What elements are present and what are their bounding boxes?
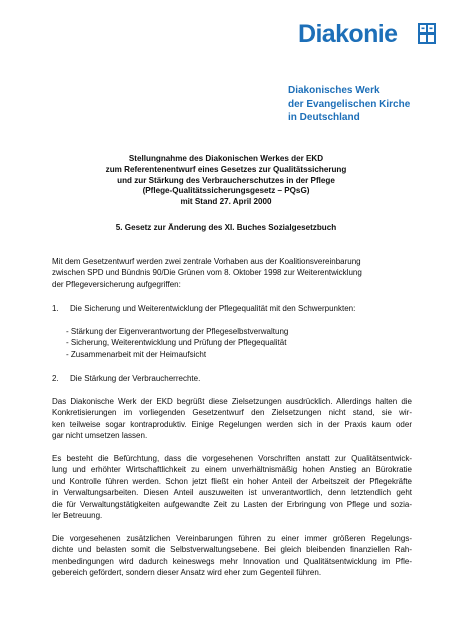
paragraph-line: Konkretisierungen im vorliegenden Gesetzentwurf den Zielsetzungen nicht stand, sie wir-: [52, 408, 412, 418]
paragraph-line: menbedingungen wird dadurch keineswegs mehr Innovation und Qualitätsentwicklung im Pfle-: [52, 556, 412, 566]
logo-wordmark: Diakonie: [298, 20, 398, 48]
paragraph-line: ken teilweise sogar kontraproduktiv. Einige Regelungen werden sich in der Praxis kaum oder: [52, 419, 412, 429]
paragraph-line: Es besteht die Befürchtung, dass die vorgesehenen Vorschriften anstatt zur Qualitätsentwick-: [52, 454, 412, 463]
list-item: [52, 373, 200, 384]
paragraph: [52, 453, 412, 521]
title-line: mit Stand 27. April 2000: [180, 197, 272, 207]
paragraph-line: der Pflegeversicherung aufgegriffen:: [52, 279, 181, 289]
list-number: 1.: [52, 304, 59, 313]
diakonie-logo: [298, 21, 397, 47]
title-line: und zur Stärkung des Verbraucherschutzes in der Pflege: [117, 175, 335, 185]
paragraph-line: die für Verwaltungstätigkeiten aufgewandte Zeit zu Lasten der Erbringung von Pflege und sozia-: [52, 499, 412, 509]
document-subtitle: 5. Gesetz zur Änderung des XI. Buches Sozialgesetzbuch: [115, 223, 337, 232]
bullet-item: - Sicherung, Weiterentwicklung und Prüfung der Pflegequalität: [66, 338, 287, 348]
paragraph-line: zwischen SPD und Bündnis 90/Die Grünen vom 8. Oktober 1998 zur Weiterentwicklung: [52, 268, 362, 278]
paragraph-line: Die vorgesehenen zusätzlichen Vereinbarungen führen zu einer immer größeren Regelungs-: [52, 534, 412, 543]
paragraph-line: in Verwaltungsarbeiten. Diesen Anteil auszuweiten ist unverantwortlich, denn letztendlich geht: [52, 488, 412, 498]
paragraph-line: dichte und belasten somit die Selbstverwaltungsebene. Bei gleich bleibenden finanziellen Rah-: [52, 545, 412, 555]
bullet-item: - Zusammenarbeit mit der Heimaufsicht: [66, 349, 207, 359]
paragraph-line: gebereich gefördert, sondern dieser Ansatz wird eher zum Gegenteil führen.: [52, 568, 322, 578]
title-line: Stellungnahme des Diakonischen Werkes der EKD: [128, 154, 324, 163]
paragraph-line: und Kontrolle führen werden. Schon jetzt fließt ein hoher Anteil der Arbeitszeit der Pflegekräfte: [52, 476, 412, 486]
bullet-item: - Stärkung der Eigenverantwortung der Pflegeselbstverwaltung: [66, 327, 289, 336]
intro-paragraph: [52, 256, 412, 290]
title-line: (Pflege-Qualitätssicherungsgesetz – PQsG): [142, 186, 310, 196]
title-line: zum Referentenentwurf eines Gesetzes zur Qualitätssicherung: [105, 164, 347, 174]
organization-name: [288, 84, 438, 125]
paragraph-line: gar nicht umsetzen lassen.: [52, 431, 148, 441]
paragraph-line: ler Betreuung.: [52, 511, 103, 521]
list-item: [52, 303, 355, 314]
diakonie-cross-icon: [418, 23, 436, 44]
paragraph-line: lung und erhöhter Wirtschaftlichkeit zu einem unverhältnismäßig hohen Anstieg an Bürokratie: [52, 465, 412, 475]
list-number: 2.: [52, 374, 59, 383]
list-text: Die Stärkung der Verbraucherrechte.: [70, 374, 201, 383]
org-line: Diakonisches Werk: [288, 85, 380, 96]
org-line: der Evangelischen Kirche: [288, 98, 411, 110]
list-text: Die Sicherung und Weiterentwicklung der Pflegequalität mit den Schwerpunkten:: [70, 304, 356, 313]
paragraph-line: Das Diakonische Werk der EKD begrüßt diese Zielsetzungen ausdrücklich. Allerdings halten die: [52, 397, 412, 406]
paragraph-line: Mit dem Gesetzentwurf werden zwei zentrale Vorhaben aus der Koalitionsvereinbarung: [52, 257, 361, 266]
org-line: in Deutschland: [288, 112, 360, 123]
bullet-list: [66, 326, 288, 360]
document-title: [40, 154, 412, 208]
paragraph: [52, 533, 412, 579]
paragraph: [52, 396, 412, 442]
